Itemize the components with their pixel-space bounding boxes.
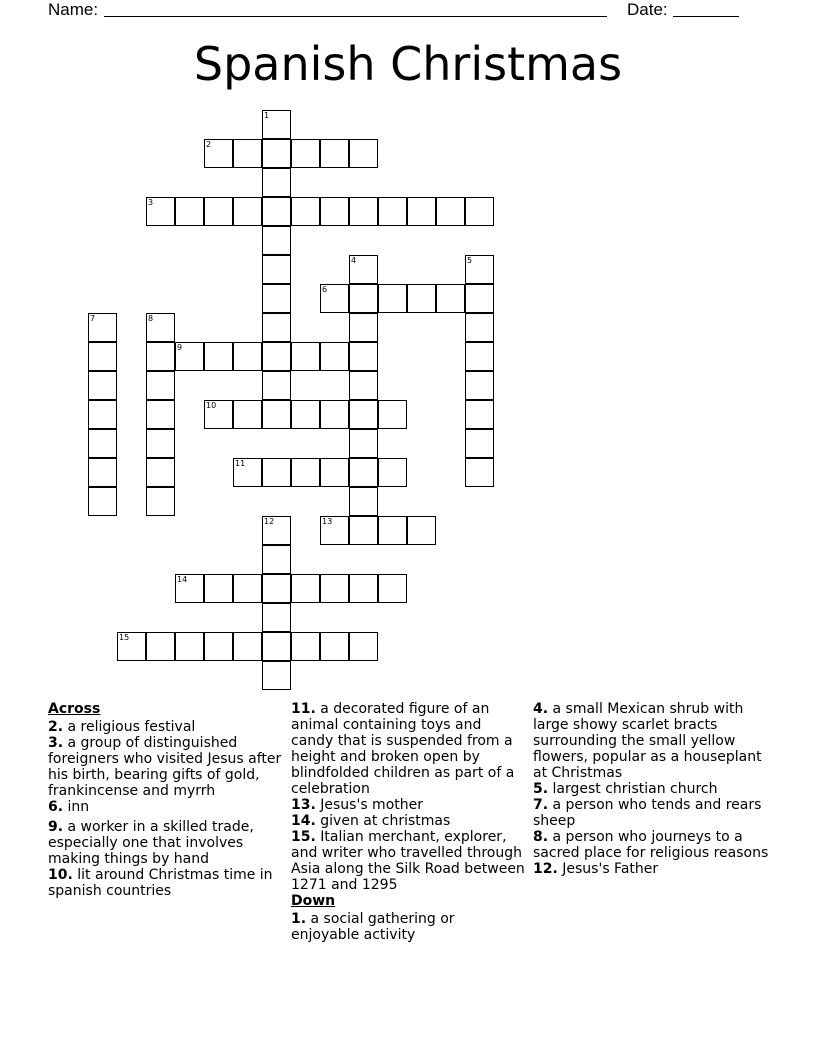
grid-cell[interactable] xyxy=(262,342,291,371)
grid-cell[interactable] xyxy=(204,574,233,603)
clue-across-11: 11. a decorated figure of an animal containing toys and candy that is suspended from a height and broken open by blindfolded children as part of a celebration xyxy=(291,701,515,797)
grid-cell[interactable] xyxy=(88,313,117,342)
grid-cell[interactable] xyxy=(262,226,291,255)
grid-cell[interactable] xyxy=(349,342,378,371)
grid-cell[interactable] xyxy=(233,400,262,429)
grid-cell[interactable] xyxy=(262,371,291,400)
grid-cell[interactable] xyxy=(349,139,378,168)
cell-number: 15 xyxy=(119,633,130,642)
grid-cell[interactable] xyxy=(146,632,175,661)
grid-cell[interactable] xyxy=(291,197,320,226)
grid-cell[interactable] xyxy=(349,255,378,284)
clue-down-1: 1. a social gathering or enjoyable activity xyxy=(291,911,455,943)
grid-cell[interactable] xyxy=(320,458,349,487)
grid-cell[interactable] xyxy=(88,458,117,487)
grid-cell[interactable] xyxy=(88,371,117,400)
grid-cell[interactable] xyxy=(204,400,233,429)
grid-cell[interactable] xyxy=(291,458,320,487)
grid-cell[interactable] xyxy=(320,197,349,226)
grid-cell[interactable] xyxy=(349,632,378,661)
clue-column-3 xyxy=(533,701,769,877)
grid-cell[interactable] xyxy=(407,516,436,545)
grid-cell[interactable] xyxy=(465,197,494,226)
grid-cell[interactable] xyxy=(320,574,349,603)
cell-number: 8 xyxy=(148,314,154,323)
cell-number: 10 xyxy=(206,401,217,410)
name-label: Name: xyxy=(48,0,99,19)
grid-cell[interactable] xyxy=(378,516,407,545)
grid-cell[interactable] xyxy=(146,429,175,458)
grid-cell[interactable] xyxy=(262,110,291,139)
grid-cell[interactable] xyxy=(204,197,233,226)
grid-cell[interactable] xyxy=(146,371,175,400)
clue-across-13: 13. Jesus's mother xyxy=(291,797,423,813)
grid-cell[interactable] xyxy=(175,197,204,226)
grid-cell[interactable] xyxy=(262,139,291,168)
grid-cell[interactable] xyxy=(262,574,291,603)
grid-cell[interactable] xyxy=(233,574,262,603)
cell-number: 2 xyxy=(206,140,212,149)
cell-number: 3 xyxy=(148,198,154,207)
clue-across-6: 6. inn xyxy=(48,799,90,815)
grid-cell[interactable] xyxy=(88,400,117,429)
grid-cell[interactable] xyxy=(175,342,204,371)
grid-cell[interactable] xyxy=(407,197,436,226)
grid-cell[interactable] xyxy=(233,458,262,487)
cell-number: 11 xyxy=(235,459,246,468)
date-label: Date: xyxy=(627,0,668,19)
grid-cell[interactable] xyxy=(146,487,175,516)
across-heading: Across xyxy=(48,701,101,717)
grid-cell[interactable] xyxy=(262,168,291,197)
grid-cell[interactable] xyxy=(291,632,320,661)
grid-cell[interactable] xyxy=(291,400,320,429)
grid-cell[interactable] xyxy=(262,516,291,545)
grid-cell[interactable] xyxy=(465,342,494,371)
down-heading: Down xyxy=(291,893,336,909)
cell-number: 6 xyxy=(322,285,328,294)
cell-number: 9 xyxy=(177,343,183,352)
clue-across-2: 2. a religious festival xyxy=(48,719,196,735)
cell-number: 13 xyxy=(322,517,333,526)
grid-cell[interactable] xyxy=(465,313,494,342)
grid-cell[interactable] xyxy=(349,284,378,313)
grid-cell[interactable] xyxy=(320,139,349,168)
grid-cell[interactable] xyxy=(117,632,146,661)
grid-cell[interactable] xyxy=(378,458,407,487)
grid-cell[interactable] xyxy=(146,342,175,371)
grid-cell[interactable] xyxy=(204,139,233,168)
grid-cell[interactable] xyxy=(233,342,262,371)
grid-cell[interactable] xyxy=(262,603,291,632)
cell-number: 14 xyxy=(177,575,188,584)
grid-cell[interactable] xyxy=(349,458,378,487)
grid-cell[interactable] xyxy=(291,574,320,603)
grid-cell[interactable] xyxy=(175,632,204,661)
grid-cell[interactable] xyxy=(349,516,378,545)
clue-across-15: 15. Italian merchant, explorer, and writer who travelled through Asia along the Silk Road between 1271 and 1295 xyxy=(291,829,525,893)
grid-cell[interactable] xyxy=(349,574,378,603)
grid-cell[interactable] xyxy=(465,429,494,458)
cell-number: 12 xyxy=(264,517,275,526)
clue-across-3: 3. a group of distinguished foreigners who visited Jesus after his birth, bearing gifts of gold, frankincense and myrrh xyxy=(48,735,282,799)
grid-cell[interactable] xyxy=(407,284,436,313)
grid-cell[interactable] xyxy=(436,197,465,226)
grid-cell[interactable] xyxy=(320,516,349,545)
grid-cell[interactable] xyxy=(320,632,349,661)
grid-cell[interactable] xyxy=(262,284,291,313)
clue-column-1 xyxy=(48,701,284,899)
grid-cell[interactable] xyxy=(146,458,175,487)
cell-number: 7 xyxy=(90,314,96,323)
grid-cell[interactable] xyxy=(349,313,378,342)
grid-cell[interactable] xyxy=(436,284,465,313)
grid-cell[interactable] xyxy=(233,139,262,168)
grid-cell[interactable] xyxy=(88,487,117,516)
cell-number: 4 xyxy=(351,256,357,265)
grid-cell[interactable] xyxy=(262,458,291,487)
grid-cell[interactable] xyxy=(262,545,291,574)
grid-cell[interactable] xyxy=(349,429,378,458)
grid-cell[interactable] xyxy=(88,342,117,371)
grid-cell[interactable] xyxy=(262,197,291,226)
grid-cell[interactable] xyxy=(465,458,494,487)
grid-cell[interactable] xyxy=(175,574,204,603)
cell-number: 5 xyxy=(467,256,473,265)
grid-cell[interactable] xyxy=(349,371,378,400)
grid-cell[interactable] xyxy=(204,342,233,371)
puzzle-title: Spanish Christmas xyxy=(193,37,623,91)
grid-cell[interactable] xyxy=(262,661,291,690)
grid-cell[interactable] xyxy=(349,197,378,226)
grid-cell[interactable] xyxy=(378,400,407,429)
grid-cell[interactable] xyxy=(320,284,349,313)
clue-column-2 xyxy=(291,701,527,943)
grid-cell[interactable] xyxy=(233,197,262,226)
grid-cell[interactable] xyxy=(262,313,291,342)
grid-cell[interactable] xyxy=(465,371,494,400)
cell-number: 1 xyxy=(264,111,270,120)
grid-cell[interactable] xyxy=(88,429,117,458)
grid-cell[interactable] xyxy=(465,284,494,313)
grid-cell[interactable] xyxy=(233,632,262,661)
grid-cell[interactable] xyxy=(320,400,349,429)
grid-cell[interactable] xyxy=(204,632,233,661)
clue-across-10: 10. lit around Christmas time in spanish countries xyxy=(48,867,273,899)
clue-down-8: 8. a person who journeys to a sacred place for religious reasons xyxy=(533,829,769,861)
grid-cell[interactable] xyxy=(378,284,407,313)
grid-cell[interactable] xyxy=(262,400,291,429)
clue-down-4: 4. a small Mexican shrub with large showy scarlet bracts surrounding the small yellow flowers, popular as a houseplant at Christmas xyxy=(533,701,762,781)
grid-cell[interactable] xyxy=(262,255,291,284)
grid-cell[interactable] xyxy=(146,197,175,226)
clue-down-12: 12. Jesus's Father xyxy=(533,861,659,877)
grid-cell[interactable] xyxy=(291,342,320,371)
clue-across-9: 9. a worker in a skilled trade, especially one that involves making things by hand xyxy=(48,819,254,867)
clue-down-5: 5. largest christian church xyxy=(533,781,718,797)
grid-cell[interactable] xyxy=(146,313,175,342)
grid-cell[interactable] xyxy=(349,487,378,516)
grid-cell[interactable] xyxy=(465,255,494,284)
grid-cell[interactable] xyxy=(262,632,291,661)
grid-cell[interactable] xyxy=(465,400,494,429)
grid-cell[interactable] xyxy=(349,400,378,429)
clue-across-14: 14. given at christmas xyxy=(291,813,451,829)
grid-cell[interactable] xyxy=(146,400,175,429)
grid-cell[interactable] xyxy=(291,139,320,168)
clue-down-7: 7. a person who tends and rears sheep xyxy=(533,797,762,829)
grid-cell[interactable] xyxy=(378,197,407,226)
grid-cell[interactable] xyxy=(320,342,349,371)
grid-cell[interactable] xyxy=(378,574,407,603)
